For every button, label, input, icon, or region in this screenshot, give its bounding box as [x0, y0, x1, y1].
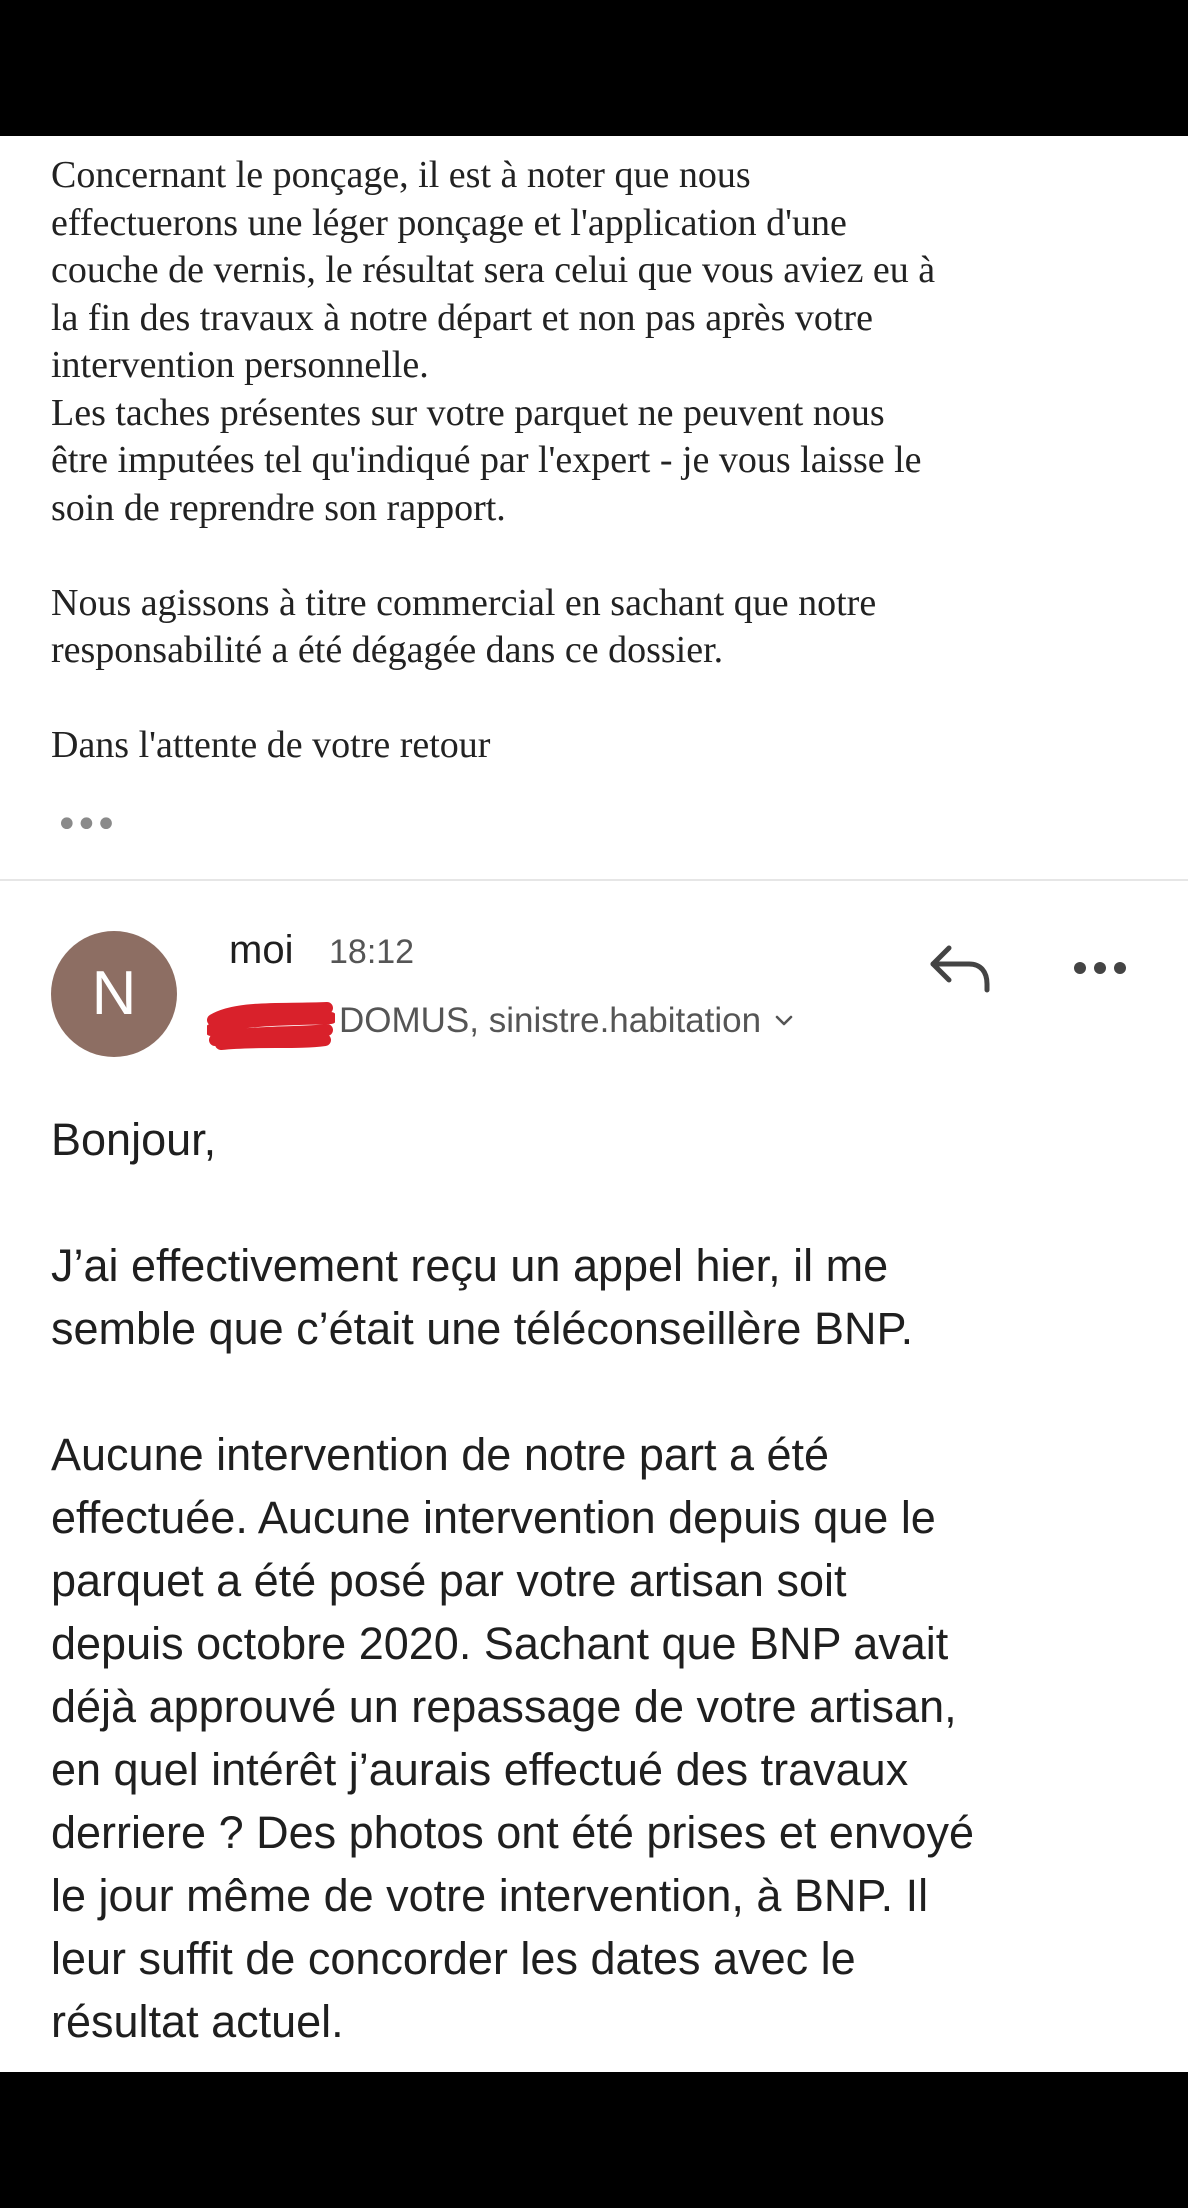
sender-name: moi	[229, 928, 294, 972]
quoted-paragraph: Concernant le ponçage, il est à noter que nous effectuerons une léger ponçage et l'application d'une couche de vernis, le résultat sera celui que vous aviez eu à la fin des travaux à notre départ et non pas après votre intervention personnelle. Les taches présentes sur votre parquet ne peuvent nous être imputées tel qu'indiqué par l'expert - je vous laisse le soin de reprendre son rapport.	[51, 154, 936, 529]
recipients-toggle[interactable]	[339, 999, 795, 1043]
message-time: 18:12	[329, 933, 415, 971]
quoted-paragraph: Nous agissons à titre commercial en sachant que notre responsabilité a été dégagée dans ce dossier.	[51, 581, 877, 671]
reply-icon[interactable]	[925, 938, 995, 998]
quoted-paragraph: Dans l'attente de votre retour	[51, 724, 491, 766]
body-paragraph: J’ai effectivement reçu un appel hier, il me semble que c’était une téléconseillère BNP.	[51, 1240, 914, 1354]
redaction-scribble	[207, 1000, 335, 1050]
body-paragraph: Aucune intervention de notre part a été effectuée. Aucune intervention depuis que le parquet a été posé par votre artisan soit depuis octobre 2020. Sachant que BNP avait déjà approuvé un repassage de votre artisan, en quel intérêt j’aurais effectué des travaux derriere ? Des photos ont été prises et envoyé le jour même de votre intervention, à BNP. Il leur suffit de concorder les dates avec le résultat actuel.	[51, 1429, 975, 2047]
quoted-message	[51, 152, 1151, 770]
message-divider	[0, 879, 1188, 881]
avatar-initial: N	[91, 959, 137, 1028]
more-horizontal-icon[interactable]	[1070, 940, 1130, 996]
recipients-list: DOMUS, sinistre.habitation	[339, 1001, 762, 1040]
chevron-down-icon	[773, 1010, 795, 1032]
show-trimmed-content-button[interactable]: •••	[55, 802, 114, 848]
message-body	[51, 1108, 1161, 2053]
avatar[interactable]	[51, 931, 177, 1057]
greeting: Bonjour,	[51, 1114, 217, 1165]
